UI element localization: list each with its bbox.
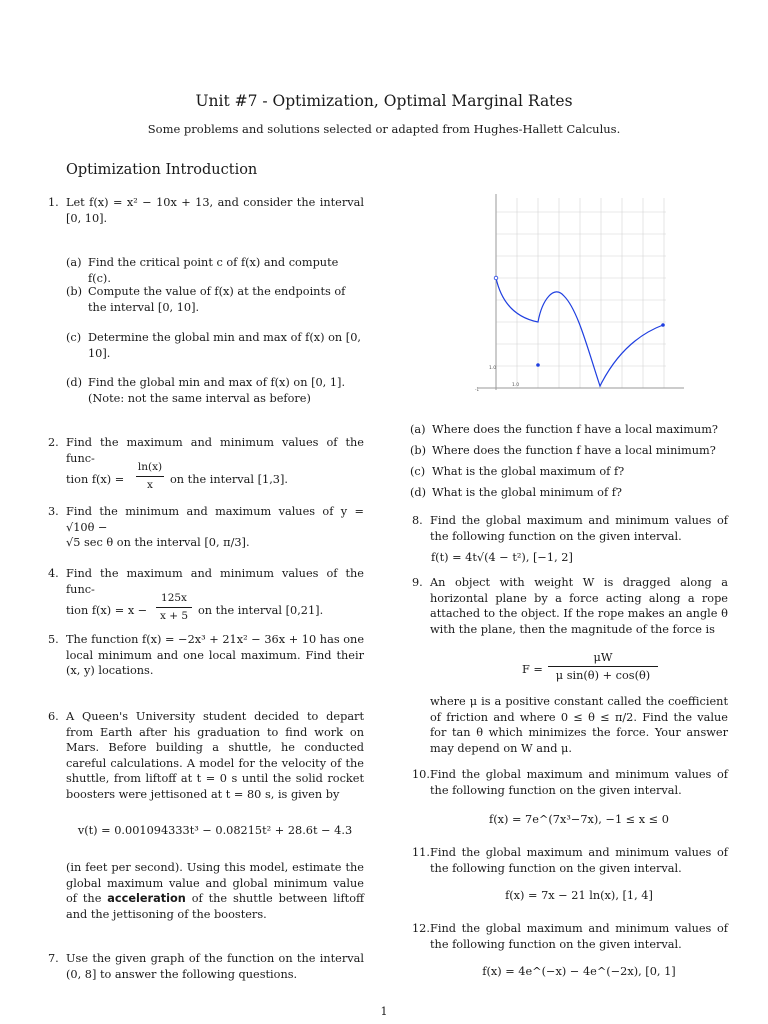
problem-text: A Queen's University student decided to depart from Earth after his graduation to find work on Mars. Before building a shuttle, he conducted careful calculations. A model for the velocity of the shuttle, from liftoff at t = 0 s until the solid rocket boosters were jettisoned at t = 80 s, is given by [66,710,364,801]
part-text: What is the global maximum of f? [432,465,625,478]
problem-number: 10. [412,768,430,781]
y-tick-label: 1.0 [489,366,497,371]
problem-text: Find the global maximum and minimum values of the following function on the given interval. [430,514,728,543]
equation-force [430,650,730,690]
text-line: Find the minimum and maximum values of y = √10θ − [66,505,364,534]
text-line [66,461,364,492]
problem-number: 5. [48,633,59,646]
part-label: (a) [410,423,426,436]
problem-number: 6. [48,710,59,723]
function-curve [496,278,663,386]
text-line: Find the maximum and minimum values of the func- [66,567,364,596]
problem-number: 2. [48,436,59,449]
problem-number: 3. [48,505,59,518]
part-text: Where does the function f have a local maximum? [432,423,718,436]
text-span: tion f(x) = [66,473,125,486]
text-span: (in feet per second). Using this model, estimate the global maximum value and global minimum value of the [66,861,364,905]
problem-text [66,860,364,922]
text-span: tion f(x) = x − [66,604,148,617]
part-text: What is the global minimum of f? [432,486,622,499]
text-span: of the shuttle between liftoff and the jettisoning of the boosters. [66,892,365,921]
part-label: (b) [66,285,83,298]
part-label: (d) [66,376,83,389]
problem-text: where μ is a positive constant called the coefficient of friction and where 0 ≤ θ ≤ π/2. Find the value for tan θ which minimizes the force. Your answer may depend on W and μ. [430,695,728,755]
fraction-denominator: x [147,479,153,491]
page-subtitle: Some problems and solutions selected or adapted from Hughes-Hallett Calculus. [147,122,621,136]
text-line [66,592,364,623]
emphasis: acceleration [107,892,186,905]
problem-text: Find the global maximum and minimum values of the following function on the given interval. [430,922,728,951]
equation-lhs: F = [522,663,543,676]
equation-8: f(t) = 4t√(4 − t²), [−1, 2] [431,551,573,564]
problem-text [66,435,364,492]
problem-text [66,566,364,623]
part-label: (d) [410,486,427,499]
problem-number: 4. [48,567,59,580]
problem-number: 12. [412,922,430,935]
equation-11: f(x) = 7x − 21 ln(x), [1, 4] [505,889,653,902]
problem-number: 1. [48,196,59,209]
part-label: (c) [410,465,426,478]
text-span: on the interval [1,3]. [170,473,288,486]
closed-endpoint [661,323,665,327]
problem-number: 9. [412,576,423,589]
problem-text: Find the global maximum and minimum values of the following function on the given interval. [430,768,728,797]
text-line: Find the maximum and minimum values of the func- [66,436,364,465]
fraction-numerator: μW [548,650,658,667]
part-text: Determine the global min and max of f(x) on [0, 10]. [88,331,361,360]
fraction-numerator: ln(x) [136,460,164,477]
problem-text: The function f(x) = −2x³ + 21x² − 36x + 10 has one local minimum and one local maximum. Find their (x, y) locations. [66,633,364,677]
section-heading: Optimization Introduction [66,162,258,178]
x-tick-label: 1.0 [512,383,520,388]
fraction-numerator: 125x [156,591,192,608]
problem-text: Let f(x) = x² − 10x + 13, and consider the interval [0, 10]. [66,196,364,225]
function-graph [474,190,688,412]
open-endpoint [494,276,498,280]
equation-velocity: v(t) = 0.001094333t³ − 0.08215t² + 28.6t − 4.3 [77,824,353,837]
problem-number: 8. [412,514,423,527]
part-label: (c) [66,331,82,344]
text-line: √5 sec θ on the interval [0, π/3]. [66,536,250,549]
fraction-denominator: μ sin(θ) + cos(θ) [555,669,651,682]
text-span: on the interval [0,21]. [198,604,324,617]
part-label: (a) [66,256,82,269]
part-label: (b) [410,444,427,457]
problem-text: Use the given graph of the function on the interval (0, 8] to answer the following questions. [66,952,364,981]
part-text: Find the critical point c of f(x) and compute f(c). [88,256,339,285]
fraction-denominator: x + 5 [159,610,189,622]
equation-12: f(x) = 4e^(−x) − 4e^(−2x), [0, 1] [482,965,676,978]
graph-grid [496,198,666,388]
problem-number: 7. [48,952,59,965]
part-text: Compute the value of f(x) at the endpoints of the interval [0, 10]. [88,285,346,314]
problem-number: 11. [412,846,430,859]
part-text: Find the global min and max of f(x) on [0, 1]. (Note: not the same interval as before) [88,376,346,405]
equation-10: f(x) = 7e^(7x³−7x), −1 ≤ x ≤ 0 [489,813,669,826]
part-text: Where does the function f have a local minimum? [432,444,716,457]
problem-text: Find the global maximum and minimum values of the following function on the given interval. [430,846,728,875]
problem-text: An object with weight W is dragged along a horizontal plane by a force acting along a rope attached to the object. If the rope makes an angle θ with the plane, then the magnitude of the force is [430,576,728,636]
x-axis-minus-label: -1 [475,387,479,392]
page-title: Unit #7 - Optimization, Optimal Marginal Rates [195,92,573,110]
problem-text [66,504,364,551]
isolated-point [536,363,540,367]
page-number: 1 [380,1005,388,1018]
